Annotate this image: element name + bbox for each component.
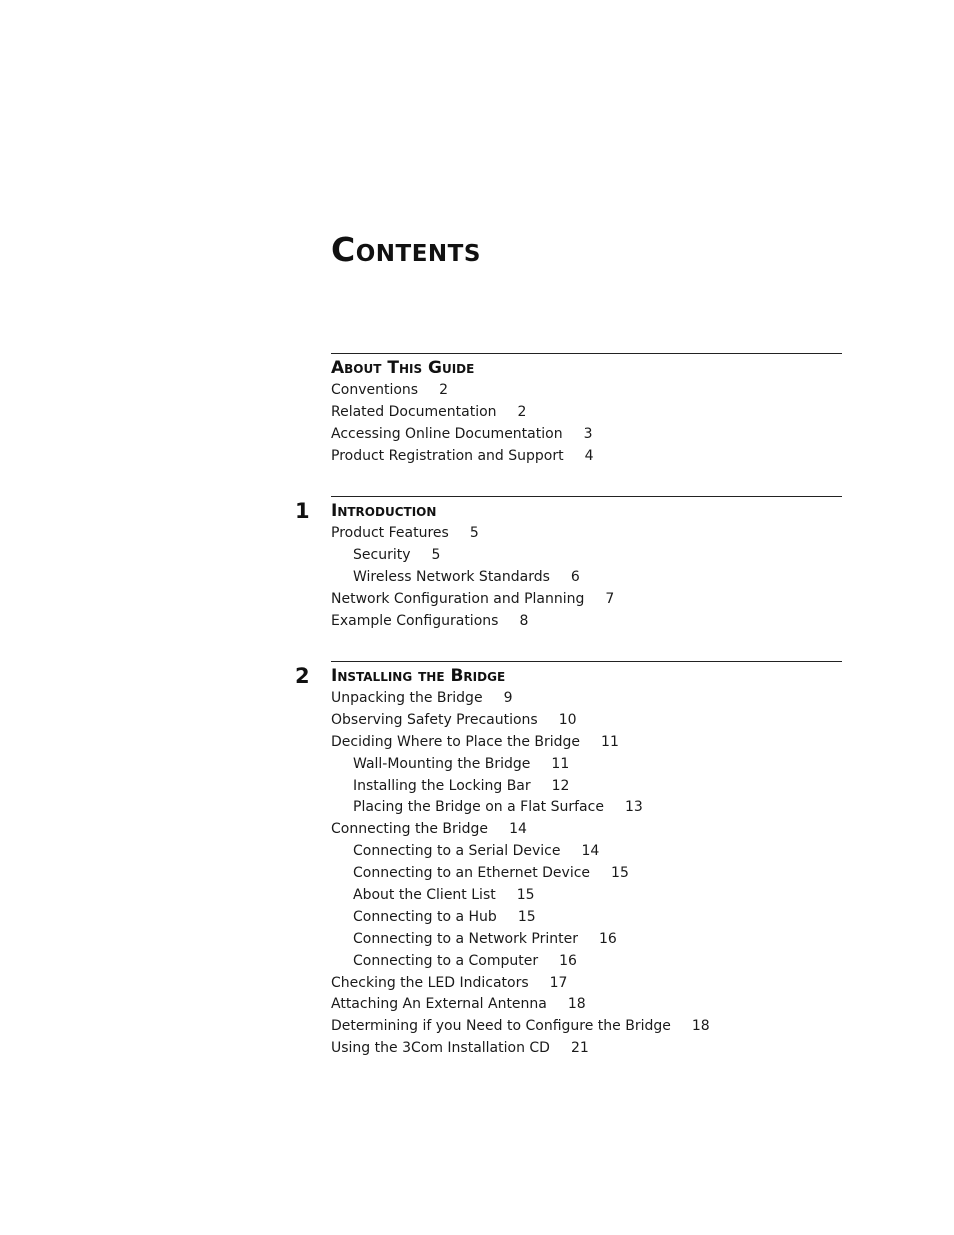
toc-entry[interactable]	[331, 710, 842, 732]
toc-subentry[interactable]	[331, 754, 842, 776]
toc-entry[interactable]	[331, 424, 842, 446]
chapter-number: 1	[295, 499, 310, 523]
toc-entry-page: 12	[551, 777, 570, 794]
toc-entry-title: Observing Safety Precautions	[331, 711, 538, 728]
toc-entry-page: 15	[516, 887, 535, 904]
toc-entry-page: 8	[519, 612, 529, 629]
toc-entry-title: Deciding Where to Place the Bridge	[331, 733, 581, 750]
toc-entry-title: Product Registration and Support	[331, 447, 564, 464]
toc-entry-page: 2	[439, 382, 449, 398]
toc-entry[interactable]	[331, 819, 842, 841]
toc-entry-page: 14	[509, 821, 527, 838]
toc-entry-title: Wall-Mounting the Bridge	[353, 755, 531, 772]
toc-entry[interactable]	[331, 380, 842, 402]
toc-entry-page: 9	[503, 690, 513, 706]
toc-entry-title: Connecting to a Computer	[353, 952, 539, 969]
toc-entry-page: 14	[581, 843, 600, 860]
toc-entry-title: Installing the Locking Bar	[353, 777, 531, 794]
toc-entry-page: 11	[601, 733, 619, 750]
toc-subentry[interactable]	[331, 863, 842, 885]
toc-subentry[interactable]	[331, 797, 842, 819]
toc-entry[interactable]	[331, 732, 842, 754]
toc-subentry[interactable]	[331, 951, 842, 973]
toc-entry-page: 21	[570, 1040, 589, 1057]
toc-entry-page: 18	[567, 996, 586, 1013]
toc-entry-title: Using the 3Com Installation CD	[331, 1040, 550, 1057]
toc-entry-title: Placing the Bridge on a Flat Surface	[353, 799, 604, 816]
toc-entry-page: 5	[469, 525, 479, 541]
toc-entry-page: 4	[584, 447, 594, 464]
toc-entry-title: About the Client List	[353, 887, 496, 904]
chapter-number: 2	[295, 664, 310, 688]
toc-entry-title: Checking the LED Indicators	[331, 974, 529, 991]
toc-entry-page: 11	[551, 755, 570, 772]
toc-entry-page: 15	[517, 908, 536, 925]
toc-entry-title: Determining if you Need to Configure the Bridge	[331, 1018, 671, 1035]
toc-entry-title: Related Documentation	[331, 403, 497, 420]
toc-entry-page: 16	[599, 930, 617, 947]
toc-entry-page: 7	[605, 590, 615, 607]
toc-subentry[interactable]	[331, 545, 842, 567]
toc-entry-title: Connecting to an Ethernet Device	[353, 865, 591, 882]
toc-entry-page: 2	[517, 403, 527, 420]
toc-entry[interactable]	[331, 446, 842, 468]
toc-section-about-this-guide	[331, 353, 842, 468]
toc-entry-title: Connecting to a Network Printer	[353, 930, 578, 947]
section-heading: Installing the Bridge	[331, 666, 506, 686]
toc-entry[interactable]	[331, 1016, 842, 1038]
toc-entry-page: 13	[624, 799, 643, 816]
toc-entry-title: Example Configurations	[331, 612, 499, 629]
toc-entry-page: 16	[559, 952, 577, 969]
toc-entry-page: 17	[549, 974, 568, 991]
toc-entry[interactable]	[331, 1038, 842, 1060]
toc-entry-title: Connecting to a Hub	[353, 908, 497, 925]
toc-entry-title: Connecting the Bridge	[331, 821, 489, 838]
toc-section-installing-the-bridge	[295, 661, 842, 1060]
toc-section-introduction	[295, 496, 842, 632]
toc-entry-page: 3	[583, 425, 593, 442]
section-heading: Introduction	[331, 501, 437, 521]
toc-entry-title: Network Configuration and Planning	[331, 590, 585, 607]
toc-entry-page: 5	[431, 546, 441, 563]
toc-entry-title: Security	[353, 546, 411, 563]
toc-entry[interactable]	[331, 994, 842, 1016]
toc-entry-page: 15	[611, 865, 629, 882]
toc-subentry[interactable]	[331, 885, 842, 907]
section-heading: About This Guide	[331, 358, 475, 378]
toc-subentry[interactable]	[331, 567, 842, 589]
toc-entry-title: Wireless Network Standards	[353, 568, 550, 585]
toc-entry[interactable]	[331, 402, 842, 424]
toc-entry-page: 18	[691, 1018, 710, 1035]
toc-entry-page: 10	[558, 711, 577, 728]
toc-entry-title: Connecting to a Serial Device	[353, 843, 561, 860]
toc-entry-title: Conventions	[331, 382, 419, 398]
toc-entry-title: Accessing Online Documentation	[331, 425, 563, 442]
toc-entry-title: Product Features	[331, 525, 449, 541]
toc-subentry[interactable]	[331, 776, 842, 798]
toc-entry-page: 6	[570, 568, 580, 585]
page-title: Contents	[331, 230, 481, 269]
toc-subentry[interactable]	[331, 929, 842, 951]
toc-subentry[interactable]	[331, 907, 842, 929]
toc-entry[interactable]	[331, 688, 842, 710]
toc-entry[interactable]	[331, 611, 842, 633]
toc-entry[interactable]	[331, 589, 842, 611]
toc-subentry[interactable]	[331, 841, 842, 863]
toc-entry-title: Attaching An External Antenna	[331, 996, 547, 1013]
toc-entry[interactable]	[331, 523, 842, 545]
toc-entry[interactable]	[331, 973, 842, 995]
toc-entry-title: Unpacking the Bridge	[331, 690, 483, 706]
